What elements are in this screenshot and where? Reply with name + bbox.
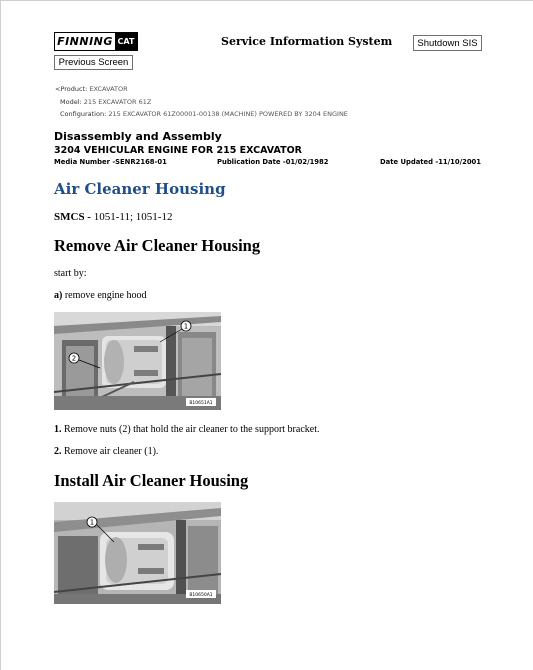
fig2-code: B10650A1: [189, 593, 213, 598]
smcs-value: 1051-11; 1051-12: [93, 211, 173, 223]
configuration-label: Configuration:: [60, 110, 107, 118]
section-title: Disassembly and Assembly: [54, 130, 222, 143]
model-line: [60, 98, 151, 106]
cat-badge: CAT: [115, 33, 137, 50]
step-1-label: 1.: [54, 424, 62, 435]
step-2-text: Remove air cleaner (1).: [64, 446, 159, 457]
fig1-callout-2: 2: [71, 354, 77, 363]
product-value: EXCAVATOR: [89, 85, 128, 93]
engine-photo-2: [54, 502, 221, 604]
date-updated: Date Updated -11/10/2001: [380, 158, 482, 166]
product-line: [55, 85, 128, 93]
step-2-label: 2.: [54, 446, 62, 457]
logo-word: FINNING: [55, 33, 115, 50]
shutdown-sis-button[interactable]: Shutdown SIS: [413, 35, 482, 51]
configuration-line: [60, 110, 348, 118]
smcs-line: [54, 211, 172, 223]
fig1-code: B10651A1: [189, 401, 213, 406]
remove-heading: Remove Air Cleaner Housing: [54, 236, 261, 255]
product-label: <Product:: [55, 85, 88, 93]
publication-date: Publication Date -01/02/1982: [217, 158, 329, 166]
page-top-edge: [0, 0, 533, 1]
fig2-callout-1: 1: [89, 518, 95, 527]
step-a-label: a): [54, 290, 63, 301]
step-a: [54, 290, 146, 301]
install-heading: Install Air Cleaner Housing: [54, 471, 249, 490]
step-1-text: Remove nuts (2) that hold the air cleaner to the support bracket.: [64, 424, 320, 435]
configuration-value: 215 EXCAVATOR 61Z00001-00138 (MACHINE) POWERED BY 3204 ENGINE: [108, 110, 348, 118]
smcs-label: SMCS -: [54, 211, 91, 223]
previous-screen-button[interactable]: Previous Screen: [54, 55, 133, 70]
page-left-edge: [0, 0, 1, 670]
document-title: Air Cleaner Housing: [54, 180, 226, 198]
model-value: 215 EXCAVATOR 61Z: [83, 98, 152, 106]
install-air-cleaner-figure: [54, 502, 221, 604]
remove-air-cleaner-figure: [54, 312, 221, 410]
start-by-text: start by:: [54, 268, 87, 279]
system-title: Service Information System: [221, 35, 393, 48]
step-a-text: remove engine hood: [64, 290, 147, 301]
model-label: Model:: [60, 98, 82, 106]
step-2: [54, 446, 158, 457]
step-1: [54, 424, 319, 435]
media-number: Media Number -SENR2168-01: [54, 158, 167, 166]
section-subtitle: 3204 VEHICULAR ENGINE FOR 215 EXCAVATOR: [54, 145, 302, 156]
engine-photo-1: [54, 312, 221, 410]
fig1-callout-1: 1: [183, 322, 189, 331]
finning-cat-logo: [54, 32, 138, 51]
